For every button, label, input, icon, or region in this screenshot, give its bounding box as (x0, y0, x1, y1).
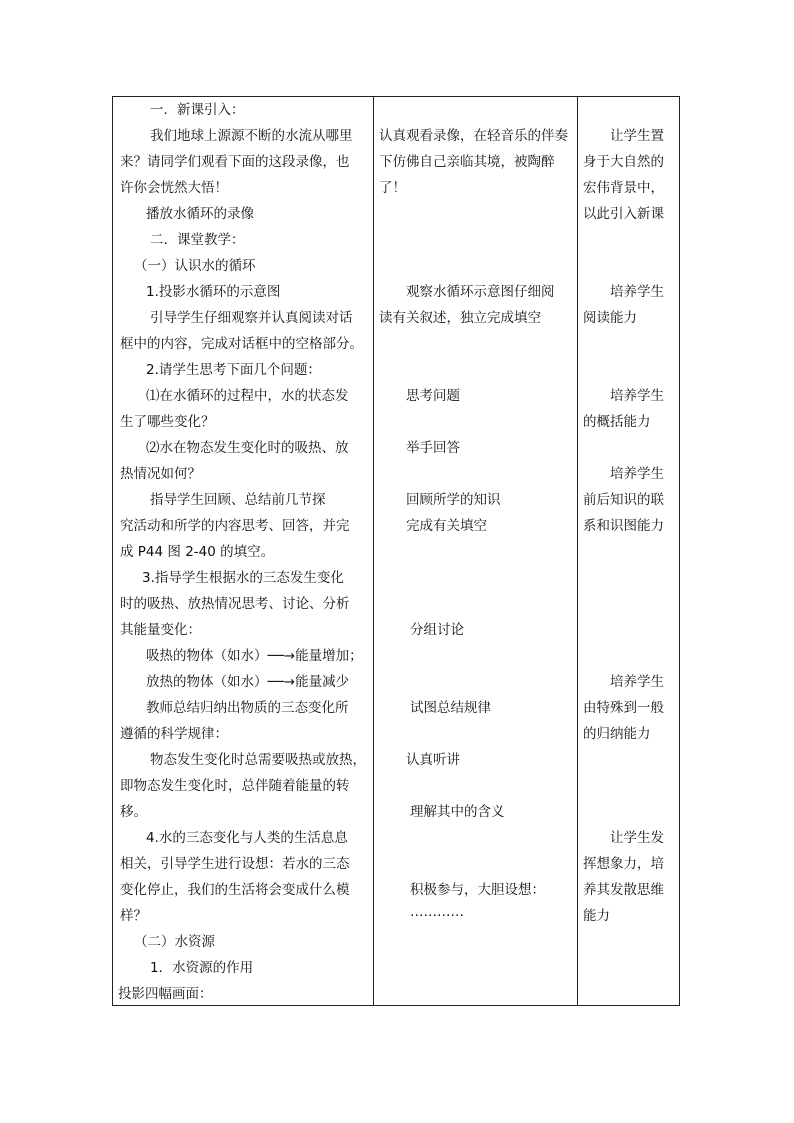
text-line: （一）认识水的循环 (134, 258, 256, 274)
text-line: 3.指导学生根据水的三态发生变化 (142, 570, 344, 586)
text-line: 认真观看录像，在轻音乐的伴奏 (379, 128, 568, 144)
text-line: （二）水资源 (134, 934, 215, 950)
text-line: 由特殊到一般 (583, 700, 664, 716)
text-line: 理解其中的含义 (410, 804, 505, 820)
text-line: 培养学生 (610, 388, 664, 404)
text-line: 培养学生 (610, 674, 664, 690)
text-line: 挥想象力，培 (583, 856, 664, 872)
text-line: 变化停止，我们的生活将会变成什么模 (120, 882, 350, 898)
text-line: 1.投影水循环的示意图 (146, 284, 281, 300)
text-line: 养其发散思维 (583, 882, 664, 898)
text-line: 许你会恍然大悟！ (120, 180, 228, 196)
text-line: 时的吸热、放热情况思考、讨论、分析 (120, 596, 350, 612)
text-line: 让学生置 (610, 128, 664, 144)
text-line: 积极参与，大胆设想： (410, 882, 545, 898)
text-line: 试图总结规律 (410, 700, 491, 716)
text-line: 以此引入新课 (583, 206, 664, 222)
text-line: 观察水循环示意图仔细阅 (406, 284, 555, 300)
text-line: 来？请同学们观看下面的这段录像，也 (120, 154, 350, 170)
text-line: 阅读能力 (583, 310, 637, 326)
text-line: 认真听讲 (406, 752, 460, 768)
text-line: 让学生发 (610, 830, 664, 846)
text-line: 举手回答 (406, 440, 460, 456)
text-line: 吸热的物体（如水）──→能量增加； (146, 648, 363, 664)
text-line: 4.水的三态变化与人类的生活息息 (146, 830, 348, 846)
text-line: 一．新课引入： (150, 102, 245, 118)
text-line: 即物态发生变化时，总伴随着能量的转 (120, 778, 350, 794)
text-line: 了！ (379, 180, 406, 196)
text-line: 引导学生仔细观察并认真阅读对话 (150, 310, 353, 326)
text-line: 1．水资源的作用 (150, 960, 254, 976)
column-divider (373, 97, 374, 1005)
text-line: 培养学生 (610, 284, 664, 300)
text-line: 二．课堂教学： (150, 232, 245, 248)
text-line: 的归纳能力 (583, 726, 651, 742)
text-line: 我们地球上源源不断的水流从哪里 (150, 128, 353, 144)
text-line: 培养学生 (610, 466, 664, 482)
text-line: 样？ (120, 908, 147, 924)
text-line: 身于大自然的 (583, 154, 664, 170)
text-line: 教师总结归纳出物质的三态变化所 (146, 700, 349, 716)
text-line: 的概括能力 (583, 414, 651, 430)
text-line: 前后知识的联 (583, 492, 664, 508)
text-line: 完成有关填空 (406, 518, 487, 534)
text-line: 能力 (583, 908, 610, 924)
text-line: 遵循的科学规律： (120, 726, 228, 742)
text-line: 下仿佛自己亲临其境，被陶醉 (379, 154, 555, 170)
text-line: 移。 (120, 804, 147, 820)
text-line: 生了哪些变化？ (120, 414, 215, 430)
text-line: 回顾所学的知识 (406, 492, 501, 508)
text-line: 投影四幅画面： (118, 986, 213, 1002)
text-line: 其能量变化： (120, 622, 201, 638)
text-line: 相关，引导学生进行设想：若水的三态 (120, 856, 350, 872)
text-line: 放热的物体（如水）──→能量减少 (146, 674, 350, 690)
text-line: ⑵水在物态发生变化时的吸热、放 (146, 440, 349, 456)
text-line: 究活动和所学的内容思考、回答，并完 (120, 518, 350, 534)
text-line: 读有关叙述，独立完成填空 (379, 310, 541, 326)
text-line: 2.请学生思考下面几个问题： (146, 362, 321, 378)
text-line: 指导学生回顾、总结前几节探 (150, 492, 326, 508)
text-line: 框中的内容，完成对话框中的空格部分。 (120, 336, 363, 352)
column-divider (577, 97, 578, 1005)
text-line: 思考问题 (406, 388, 460, 404)
text-line: 宏伟背景中， (583, 180, 664, 196)
text-line: 系和识图能力 (583, 518, 664, 534)
text-line: 分组讨论 (410, 622, 464, 638)
text-line: 播放水循环的录像 (146, 206, 254, 222)
text-line: ………… (410, 904, 464, 920)
text-line: 物态发生变化时总需要吸热或放热， (150, 752, 366, 768)
text-line: 热情况如何？ (120, 466, 201, 482)
text-line: 成 P44 图 2-40 的填空。 (120, 544, 275, 560)
text-line: ⑴在水循环的过程中，水的状态发 (146, 388, 349, 404)
